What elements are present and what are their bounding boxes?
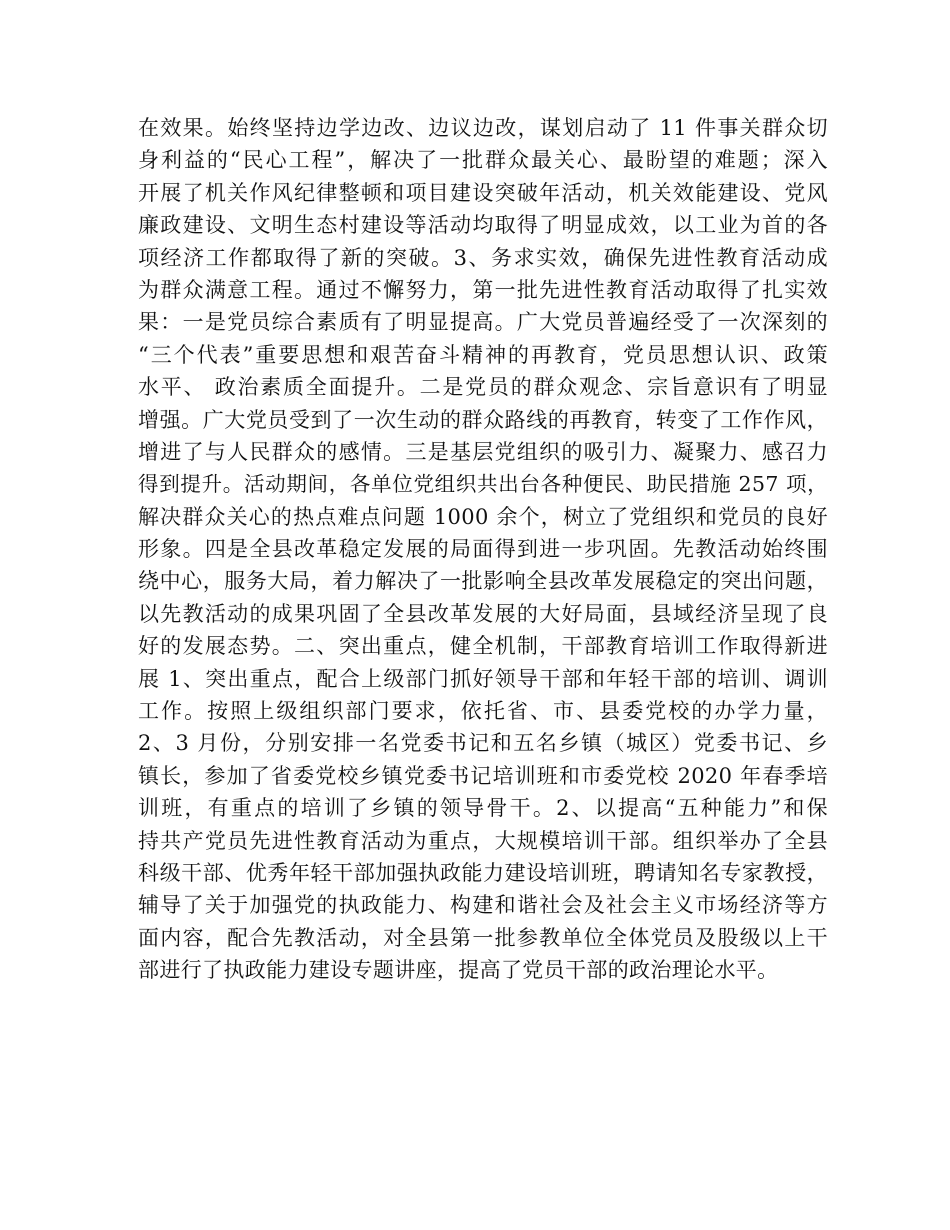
text-line: 在效果。始终坚持边学边改、边议边改，谋划启动了 11 件事关群众切 — [138, 116, 828, 140]
text-line: 身利益的“民心工程”，解决了一批群众最关心、最盼望的难题；深入 — [138, 148, 828, 173]
text-line: 廉政建设、文明生态村建设等活动均取得了明显成效，以工业为首的各 — [138, 213, 828, 238]
text-line: 展 1、突出重点，配合上级部门抓好领导干部和年轻干部的培训、调训 — [138, 666, 828, 691]
text-line: 工作。按照上级组织部门要求，依托省、市、县委党校的办学力量， — [138, 699, 828, 724]
text-line: 训班，有重点的培训了乡镇的领导骨干。2、以提高“五种能力”和保 — [138, 796, 828, 821]
text-line: 好的发展态势。二、突出重点，健全机制，干部教育培训工作取得新进 — [138, 634, 828, 659]
text-line: 项经济工作都取得了新的突破。3、务求实效，确保先进性教育活动成 — [138, 245, 828, 270]
text-line: 开展了机关作风纪律整顿和项目建设突破年活动，机关效能建设、党风 — [138, 180, 828, 205]
text-line: 面内容，配合先教活动，对全县第一批参教单位全体党员及股级以上干 — [138, 925, 828, 950]
text-line: 为群众满意工程。通过不懈努力，第一批先进性教育活动取得了扎实效 — [138, 277, 828, 302]
text-line: 2、3 月份，分别安排一名党委书记和五名乡镇（城区）党委书记、乡 — [138, 731, 828, 756]
text-line: 辅导了关于加强党的执政能力、构建和谐社会及社会主义市场经济等方 — [138, 893, 828, 918]
text-line: “三个代表”重要思想和艰苦奋斗精神的再教育，党员思想认识、政策 — [138, 342, 828, 367]
text-line: 果：一是党员综合素质有了明显提高。广大党员普遍经受了一次深刻的 — [138, 310, 828, 335]
text-line: 增进了与人民群众的感情。三是基层党组织的吸引力、凝聚力、感召力 — [138, 439, 828, 464]
text-line: 得到提升。活动期间，各单位党组织共出台各种便民、助民措施 257 项， — [138, 472, 828, 497]
text-line: 增强。广大党员受到了一次生动的群众路线的再教育，转变了工作作风， — [138, 407, 828, 432]
text-line: 以先教活动的成果巩固了全县改革发展的大好局面，县域经济呈现了良 — [138, 601, 828, 626]
text-line: 水平、 政治素质全面提升。二是党员的群众观念、宗旨意识有了明显 — [138, 375, 828, 400]
text-line: 绕中心，服务大局，着力解决了一批影响全县改革发展稳定的突出问题， — [138, 569, 828, 594]
text-line: 部进行了执政能力建设专题讲座，提高了党员干部的政治理论水平。 — [138, 958, 779, 983]
body-text — [138, 112, 828, 987]
text-line: 形象。四是全县改革稳定发展的局面得到进一步巩固。先教活动始终围 — [138, 537, 828, 562]
text-line: 科级干部、优秀年轻干部加强执政能力建设培训班，聘请知名专家教授， — [138, 860, 828, 885]
text-line: 镇长，参加了省委党校乡镇党委书记培训班和市委党校 2020 年春季培 — [138, 763, 828, 788]
text-line: 解决群众关心的热点难点问题 1000 余个，树立了党组织和党员的良好 — [138, 504, 828, 529]
text-line: 持共产党员先进性教育活动为重点，大规模培训干部。组织举办了全县 — [138, 828, 828, 853]
